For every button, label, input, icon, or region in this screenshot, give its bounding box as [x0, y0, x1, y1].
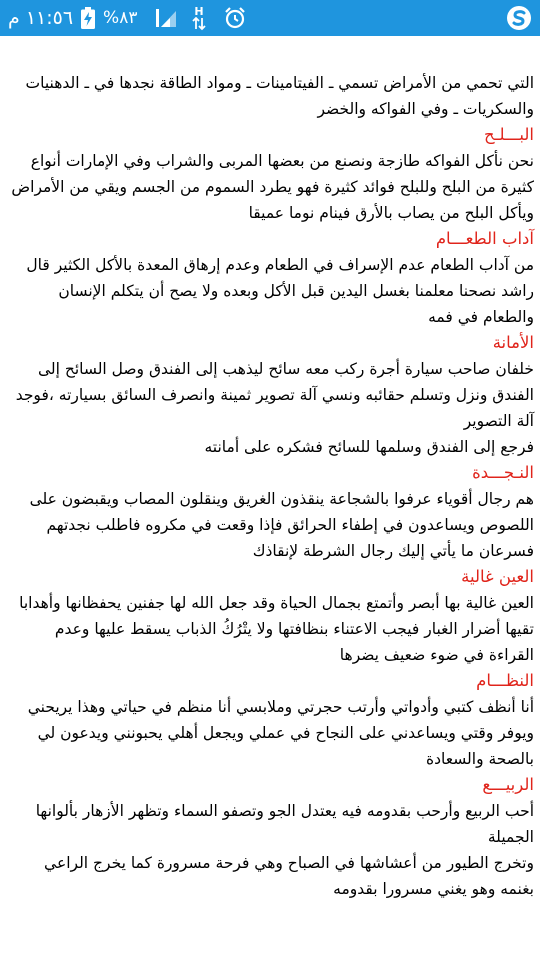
- status-bar: [0, 0, 540, 36]
- section-title-spring: الربيـــع: [482, 775, 534, 794]
- signal-icon: [155, 7, 177, 29]
- section-food-manners: [6, 226, 534, 330]
- section-paragraph: خلفان صاحب سيارة أجرة ركب معه سائح ليذهب إلى الفندق وصل السائح إلى الفندق ونزل وتسلم حقائبه ونسي آلة تصوير ثمينة وانصرف السائق بسيارته ،فوجد آلة التصوير: [15, 360, 534, 430]
- clock: ١١:٥٦ م: [8, 7, 74, 29]
- section-spring: [6, 772, 534, 902]
- app-logo-icon: [506, 5, 532, 31]
- alarm-icon: [223, 6, 247, 30]
- section-title-eye: العين غالية: [461, 567, 534, 586]
- battery-charging-icon: [81, 7, 95, 29]
- section-title-honesty: الأمانة: [492, 333, 534, 352]
- section-paragraph: وتخرج الطيور من أعشاشها في الصباح وهي فرحة مسرورة كما يخرج الراعي بغنمه وهو يغني مسرورا بقدومه: [44, 854, 534, 898]
- svg-text:H: H: [194, 5, 205, 18]
- section-paragraph: أنا أنظف كتبي وأدواتي وأرتب حجرتي وملابسي أنا منظم في حياتي وهذا يريحني ويوفر وقتي ويساعدني على النجاح في عملي ويجعل أهلي يحبونني ويدعون لي بالصحة والسعادة: [27, 698, 534, 768]
- section-title-rescue: النـجـــدة: [472, 463, 534, 482]
- section-title-food-manners: آداب الطعـــام: [435, 229, 534, 248]
- article-content: [6, 70, 534, 902]
- section-paragraph: أحب الربيع وأرحب بقدومه فيه يعتدل الجو وتصفو السماء وتظهر الأزهار بألوانها الجميلة: [35, 802, 534, 846]
- section-title-dates: البـــلـح: [483, 125, 534, 144]
- section-paragraph: من آداب الطعام عدم الإسراف في الطعام وعدم إرهاق المعدة بالأكل الكثير قال راشد نصحنا معلمنا بغسل اليدين قبل الأكل وبعده ولا يصح أن يتكلم الإنسان والطعام في فمه: [26, 256, 534, 326]
- status-left-group: [8, 5, 247, 31]
- section-order: [6, 668, 534, 772]
- battery-percent: %٨٣: [103, 8, 138, 28]
- section-paragraph: هم رجال أقوياء عرفوا بالشجاعة ينقذون الغريق وينقلون المصاب ويقبضون على اللصوص ويساعدون في إطفاء الحرائق فإذا وقعت في مكروه فاطلب نجدتهم فسرعان ما يأتي إليك رجال الشرطة لإنقاذك: [29, 490, 534, 560]
- section-paragraph: نحن نأكل الفواكه طازجة ونصنع من بعضها المربى والشراب وفي الإمارات أنواع كثيرة من البلح وللبلح فوائد كثيرة فهو يطرد السموم من الجسم ويقي من الأمراض ويأكل البلح من يصاب بالأرق فينام نوما عميقا: [11, 152, 534, 222]
- section-title-order: النظـــام: [476, 671, 534, 690]
- status-right-group: [506, 5, 532, 31]
- section-eye: [6, 564, 534, 668]
- data-arrows-icon: [191, 5, 207, 31]
- section-honesty: [6, 330, 534, 460]
- intro-paragraph: التي تحمي من الأمراض تسمي ـ الفيتامينات ـ ومواد الطاقة نجدها في ـ الدهنيات والسكريات ـ وفي الفواكه والخضر: [25, 74, 534, 118]
- section-paragraph: فرجع إلى الفندق وسلمها للسائح فشكره على أمانته: [204, 438, 534, 456]
- section-rescue: [6, 460, 534, 564]
- section-dates: [6, 122, 534, 226]
- section-paragraph: العين غالية بها أبصر وأتمتع بجمال الحياة وقد جعل الله لها جفنين يحفظانها وأهدابا تقيها أضرار الغبار فيجب الاعتناء بنظافتها ولا يتْرُكُ الذباب يسقط عليها وعدم القراءة في ضوء ضعيف يضرها: [19, 594, 534, 664]
